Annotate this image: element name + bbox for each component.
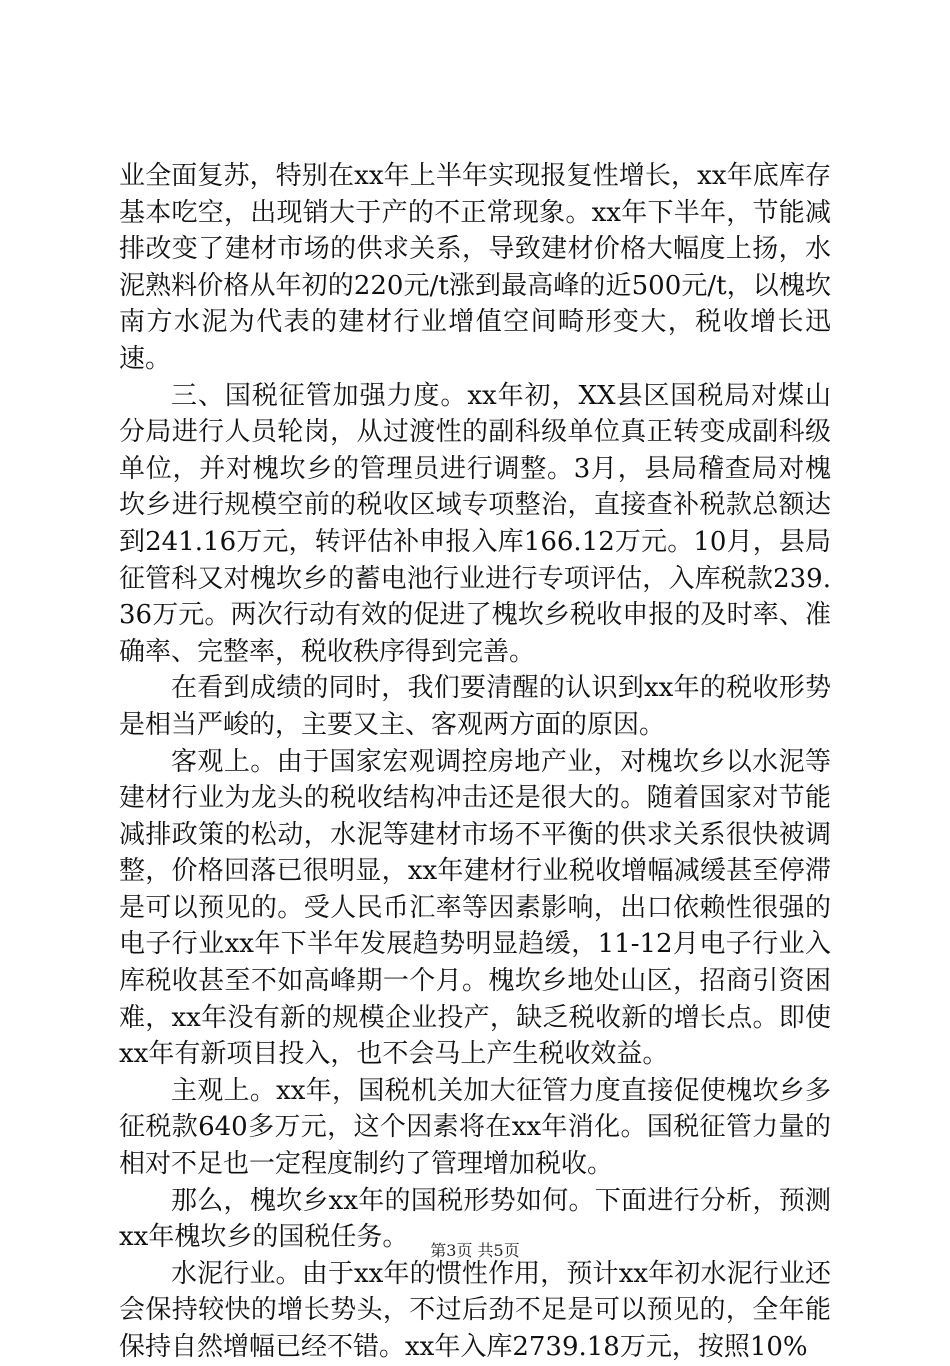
paragraph-1: 业全面复苏，特别在xx年上半年实现报复性增长，xx年底库存基本吃空，出现销大于产的不正常现象。xx年下半年，节能减排改变了建材市场的供求关系，导致建材价格大幅度上扬，水泥熟料价格从年初的220元/t涨到最高峰的近500元/t，以槐坎南方水泥为代表的建材行业增值空间畸形变大，税收增长迅速。 bbox=[119, 161, 831, 374]
paragraph-4: 客观上。由于国家宏观调控房地产业，对槐坎乡以水泥等建材行业为龙头的税收结构冲击还是很大的。随着国家对节能减排政策的松动，水泥等建材市场不平衡的供求关系很快被调整，价格回落已很明显，xx年建材行业税收增幅减缓甚至停滞是可以预见的。受人民币汇率等因素影响，出口依赖性很强的电子行业xx年下半年发展趋势明显趋缓，11-12月电子行业入库税收甚至不如高峰期一个月。槐坎乡地处山区，招商引资困难，xx年没有新的规模企业投产，缺乏税收新的增长点。即使xx年有新项目投入，也不会马上产生税收效益。 bbox=[119, 746, 831, 1070]
document-body bbox=[119, 158, 831, 1366]
paragraph-2: 三、国税征管加强力度。xx年初，XX县区国税局对煤山分局进行人员轮岗，从过渡性的副科级单位真正转变成副科级单位，并对槐坎乡的管理员进行调整。3月，县局稽查局对槐坎乡进行规模空前的税收区域专项整治，直接查补税款总额达到241.16万元，转评估补申报入库166.12万元。10月，县局征管科又对槐坎乡的蓄电池行业进行专项评估，入库税款239.36万元。两次行动有效的促进了槐坎乡税收申报的及时率、准确率、完整率，税收秩序得到完善。 bbox=[119, 380, 831, 667]
paragraph-7: 水泥行业。由于xx年的惯性作用，预计xx年初水泥行业还会保持较快的增长势头，不过后劲不足是可以预见的，全年能保持自然增幅已经不错。xx年入库2739.18万元，按照10% bbox=[119, 1258, 831, 1362]
paragraph-6: 那么，槐坎乡xx年的国税形势如何。下面进行分析，预测xx年槐坎乡的国税任务。 bbox=[119, 1185, 831, 1253]
paragraph-5: 主观上。xx年，国税机关加大征管力度直接促使槐坎乡多征税款640多万元，这个因素将在xx年消化。国税征管力量的相对不足也一定程度制约了管理增加税收。 bbox=[119, 1075, 831, 1180]
paragraph-3: 在看到成绩的同时，我们要清醒的认识到xx年的税收形势是相当严峻的，主要又主、客观两方面的原因。 bbox=[119, 673, 831, 740]
page-number-footer: 第3页 共5页 bbox=[430, 1241, 520, 1260]
